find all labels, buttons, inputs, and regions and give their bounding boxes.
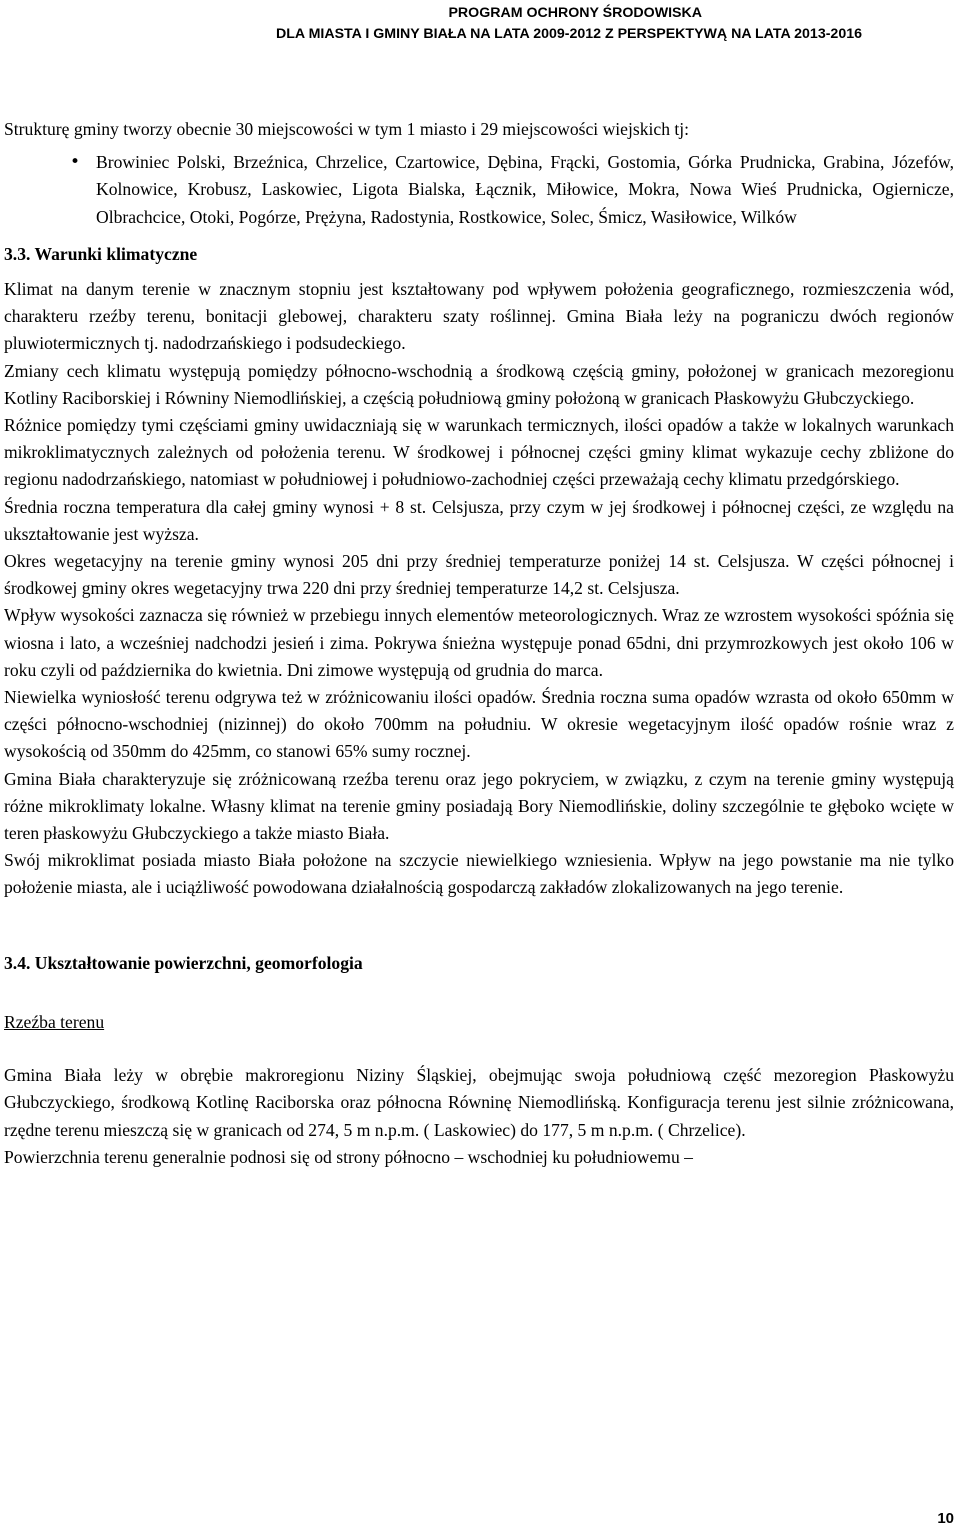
section-heading-3-3: 3.3. Warunki klimatyczne (4, 243, 198, 264)
paragraph: Swój mikroklimat posiada miasto Biała położone na szczycie niewielkiego wzniesienia. Wpływ na jego powstanie ma nie tylko położenie miasta, ale i uciążliwość powodowana działalnością gospodarczą zakładów zlokalizowanych na jego terenie. (4, 850, 954, 898)
paragraph: Gmina Biała leży w obrębie makroregionu Niziny Śląskiej, obejmując swoja południową część mezoregion Płaskowyżu Głubczyckiego, środkową Kotlinę Raciborska oraz północna Równinę Niemodlińską. Konfiguracja terenu jest silnie zróżnicowana, rzędne terenu mieszczą się w granicach od 274, 5 m n.p.m. ( Laskowiec) do 177, 5 m n.p.m. ( Chrzelice). (4, 1065, 954, 1140)
list-item: • Browiniec Polski, Brzeźnica, Chrzelice, Czartowice, Dębina, Frącki, Gostomia, Górka Prudnicka, Grabina, Józefów, Kolnowice, Krobusz, Laskowiec, Ligota Bialska, Łącznik, Miłowice, Mokra, Nowa Wieś Prudnicka, Ogiernicze, Olbrachcice, Otoki, Pogórze, Prężyna, Radostynia, Rostkowice, Solec, Śmicz, Wasiłowice, Wilków (96, 149, 954, 231)
paragraph: Klimat na danym terenie w znacznym stopniu jest kształtowany pod wpływem położenia geograficznego, rozmieszczenia wód, charakteru rzeźby terenu, bonitacji glebowej, charakteru szaty roślinnej. Gmina Biała leży na pograniczu dwóch regionów pluwiotermicznych tj. nadodrzańskiego i podsudeckiego. (4, 279, 954, 354)
villages-list (4, 149, 954, 231)
document-body (4, 116, 954, 1171)
paragraph: Zmiany cech klimatu występują pomiędzy północno-wschodnią a środkową częścią gminy, położonej w granicach mezoregionu Kotliny Raciborskiej i Równiny Niemodlińskiej, a częścią południową gminy położoną w granicach Płaskowyżu Głubczyckiego. (4, 360, 954, 408)
paragraph: Powierzchnia terenu generalnie podnosi się od strony północno – wschodniej ku południowemu – (4, 1146, 693, 1167)
intro-paragraph: Strukturę gminy tworzy obecnie 30 miejscowości w tym 1 miasto i 29 miejscowości wiejskich tj: (4, 119, 690, 139)
header-line-1: PROGRAM OCHRONY ŚRODOWISKA (448, 5, 702, 21)
section-heading-3-4: 3.4. Ukształtowanie powierzchni, geomorfologia (4, 952, 363, 973)
header-line-2: DLA MIASTA I GMINY BIAŁA NA LATA 2009-2012 Z PERSPEKTYWĄ NA LATA 2013-2016 (276, 26, 862, 42)
page-number: 10 (937, 1510, 954, 1527)
paragraph: Różnice pomiędzy tymi częściami gminy uwidaczniają się w warunkach termicznych, ilości opadów a także w lokalnych warunkach mikroklimatycznych zależnych od położenia terenu. W środkowej i północnej części gminy klimat wykazuje cechy zbliżone do regionu nadodrzańskiego, natomiast w południowej i południowo-zachodniej części przeważają cechy klimatu przedgórskiego. (4, 415, 954, 490)
paragraph: Gmina Biała charakteryzuje się zróżnicowaną rzeźba terenu oraz jego pokryciem, w związku, z czym na terenie gminy występują różne mikroklimaty lokalne. Własny klimat na terenie gminy posiadają Bory Niemodlińskie, doliny szczególnie te głęboko wcięte w teren płaskowyżu Głubczyckiego a także miasto Biała. (4, 768, 954, 844)
document-header (2, 3, 862, 45)
paragraph: Okres wegetacyjny na terenie gminy wynosi 205 dni przy średniej temperaturze poniżej 14 st. Celsjusza. W części północnej i środkowej gminy okres wegetacyjny trwa 220 dni przy średniej temperaturze 14,2 st. Celsjusza. (4, 551, 954, 599)
paragraph: Średnia roczna temperatura dla całej gminy wynosi + 8 st. Celsjusza, przy czym w jej środkowej i północnej części, ze względu na ukształtowanie jest wyższa. (4, 496, 954, 544)
subheading-rzezba-terenu: Rzeźba terenu (4, 1011, 105, 1032)
paragraph: Niewielka wyniosłość terenu odgrywa też w zróżnicowaniu ilości opadów. Średnia roczna suma opadów wzrasta od około 650mm w części północno-wschodniej (nizinnej) do około 700mm na południu. W okresie wegetacyjnym ilość opadów rośnie wraz z wysokością od 350mm do 425mm, co stanowi 65% sumy rocznej. (4, 687, 954, 762)
paragraph: Wpływ wysokości zaznacza się również w przebiegu innych elementów meteorologicznych. Wraz ze wzrostem wysokości spóźnia się wiosna i lato, a wcześniej nadchodzi jesień i zima. Pokrywa śnieżna występuje ponad 65dni, dni przymrozkowych jest około 106 w roku czyli od października do kwietnia. Dni zimowe występują od grudnia do marca. (4, 605, 954, 680)
